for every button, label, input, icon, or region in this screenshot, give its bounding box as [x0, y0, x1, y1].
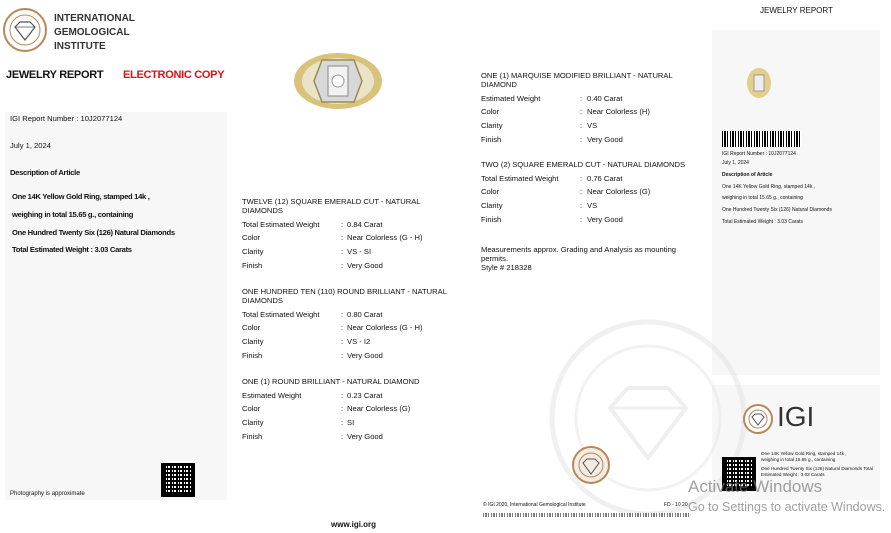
row-label: Estimated Weight [481, 94, 541, 103]
row-value: Very Good [587, 215, 623, 224]
row-value: Very Good [587, 135, 623, 144]
stub-desc-line2: weighing in total 15.65 g., containing [722, 195, 803, 201]
stub-date: July 1, 2024 [722, 160, 749, 166]
row-label: Color [481, 107, 500, 116]
row-label: Color [242, 323, 261, 332]
row-label: Clarity [242, 418, 264, 427]
row-label: Color [481, 187, 500, 196]
top-right-report-label: JEWELRY REPORT [760, 6, 833, 15]
qr-code-left [161, 463, 195, 497]
row-value: 0.23 Carat [347, 391, 383, 400]
row-value: VS [587, 201, 598, 210]
section4-rows: Estimated Weight : 0.40 Carat Color : Near Colorless (H) Clarity : VS Finish : Very Good [481, 94, 650, 144]
row-value: Near Colorless (G) [347, 404, 411, 413]
row-label: Total Estimated Weight [242, 220, 320, 229]
row-value: Very Good [347, 432, 383, 441]
ring-photo [292, 50, 384, 112]
row-value: Very Good [347, 261, 383, 270]
section2-rows: Total Estimated Weight : 0.80 Carat Color : Near Colorless (G - H) Clarity : VS - I2 Finish : Very Good [242, 310, 423, 360]
description-line-4: Total Estimated Weight : 3.03 Carats [12, 245, 132, 254]
section1-title-line2: DIAMONDS [242, 206, 283, 215]
row-label: Clarity [481, 201, 503, 210]
section1-rows: Total Estimated Weight : 0.84 Carat Color : Near Colorless (G - H) Clarity : VS - SI Finish : Very Good [242, 220, 423, 270]
stub-desc-line3: One Hundred Twenty Six (126) Natural Diamonds [722, 207, 832, 213]
org-name-line1: INTERNATIONAL [54, 13, 135, 24]
small-seal [572, 446, 610, 484]
row-label: Finish [242, 432, 263, 441]
stub-bottom-line3: One Hundred Twenty Six (126) Natural Diamonds Total [761, 466, 873, 471]
org-name-line2: GEMOLOGICAL [54, 27, 130, 38]
stub-ring-thumbnail [746, 67, 772, 99]
row-label: Finish [242, 261, 263, 270]
row-label: Color [242, 233, 261, 242]
stub-bottom-line1: One 14K Yellow Gold Ring, stamped 14k , [761, 451, 847, 456]
row-value: 0.80 Carat [347, 310, 383, 319]
stub-report-number: IGI Report Number : 10J2077124 [722, 151, 796, 157]
description-line-3: One Hundred Twenty Six (126) Natural Diamonds [12, 228, 175, 237]
igi-logo-text: IGI [777, 401, 815, 432]
measurements-line1: Measurements approx. Grading and Analysis as mounting [481, 245, 677, 254]
description-line-1: One 14K Yellow Gold Ring, stamped 14k , [12, 192, 150, 201]
description-heading: Description of Article [10, 168, 80, 177]
section4-title-line1: ONE (1) MARQUISE MODIFIED BRILLIANT - NATURAL [481, 71, 673, 80]
row-value: 0.84 Carat [347, 220, 383, 229]
activate-windows-title: Activate Windows [688, 477, 823, 496]
section1-title-line1: TWELVE (12) SQUARE EMERALD CUT - NATURAL [242, 197, 421, 206]
row-label: Total Estimated Weight [481, 174, 559, 183]
row-value: VS [587, 121, 598, 130]
section5-title: TWO (2) SQUARE EMERALD CUT - NATURAL DIAMONDS [481, 160, 686, 169]
row-value: VS - I2 [347, 337, 371, 346]
row-label: Clarity [242, 247, 264, 256]
row-label: Clarity [481, 121, 503, 130]
row-value: VS - SI [347, 247, 372, 256]
photo-note: Photography is approximate [10, 491, 85, 497]
section3-title: ONE (1) ROUND BRILLIANT - NATURAL DIAMOND [242, 377, 420, 386]
website-link[interactable]: www.igi.org [331, 520, 377, 529]
measurements-line2: permits. [481, 254, 509, 263]
section4-title-line2: DIAMOND [481, 80, 517, 89]
stub-bottom-line2: weighing in total 15.65 g., containing [761, 457, 836, 462]
stub-bottom-line4: Estimated Weight : 3.03 Carats [761, 472, 825, 477]
row-value: Very Good [347, 351, 383, 360]
report-title: JEWELRY REPORT [6, 69, 104, 81]
copyright-text: © IGI 2020, International Gemological Institute [483, 502, 586, 508]
stub-desc-heading: Description of Article [722, 172, 773, 178]
row-label: Finish [481, 215, 502, 224]
style-number: Style # 218328 [481, 263, 532, 272]
row-label: Finish [242, 351, 263, 360]
activate-windows-subtitle: Go to Settings to activate Windows. [688, 500, 886, 514]
stub-desc-line1: One 14K Yellow Gold Ring, stamped 14k , [722, 184, 816, 190]
section3-rows: Estimated Weight : 0.23 Carat Color : Near Colorless (G) Clarity : SI Finish : Very Good [242, 391, 411, 441]
electronic-copy-label: ELECTRONIC COPY [123, 69, 225, 81]
stub-desc-line4: Total Estimated Weight : 3.03 Carats [722, 219, 804, 225]
row-label: Finish [481, 135, 502, 144]
org-name-line3: INSTITUTE [54, 41, 106, 52]
section2-title-line2: DIAMONDS [242, 296, 283, 305]
report-number: IGI Report Number : 10J2077124 [10, 114, 123, 123]
fd-code: FD - 10 20 [664, 502, 688, 508]
igi-logo-seal-icon [743, 404, 773, 434]
row-value: 0.76 Carat [587, 174, 623, 183]
description-line-2: weighing in total 15.65 g., containing [12, 210, 134, 219]
stub-barcode [722, 131, 802, 147]
row-value: Near Colorless (G - H) [347, 323, 423, 332]
row-label: Clarity [242, 337, 264, 346]
row-value: Near Colorless (G) [587, 187, 651, 196]
security-strip [483, 513, 691, 517]
section5-rows: Total Estimated Weight : 0.76 Carat Color : Near Colorless (G) Clarity : VS Finish : Very Good [481, 174, 651, 224]
row-value: 0.40 Carat [587, 94, 623, 103]
row-value: Near Colorless (H) [587, 107, 650, 116]
row-label: Estimated Weight [242, 391, 302, 400]
row-value: SI [347, 418, 355, 427]
row-value: Near Colorless (G - H) [347, 233, 423, 242]
report-date: July 1, 2024 [10, 141, 51, 150]
igi-seal-logo [3, 8, 47, 52]
row-label: Total Estimated Weight [242, 310, 320, 319]
row-label: Color [242, 404, 261, 413]
section2-title-line1: ONE HUNDRED TEN (110) ROUND BRILLIANT - NATURAL [242, 287, 447, 296]
